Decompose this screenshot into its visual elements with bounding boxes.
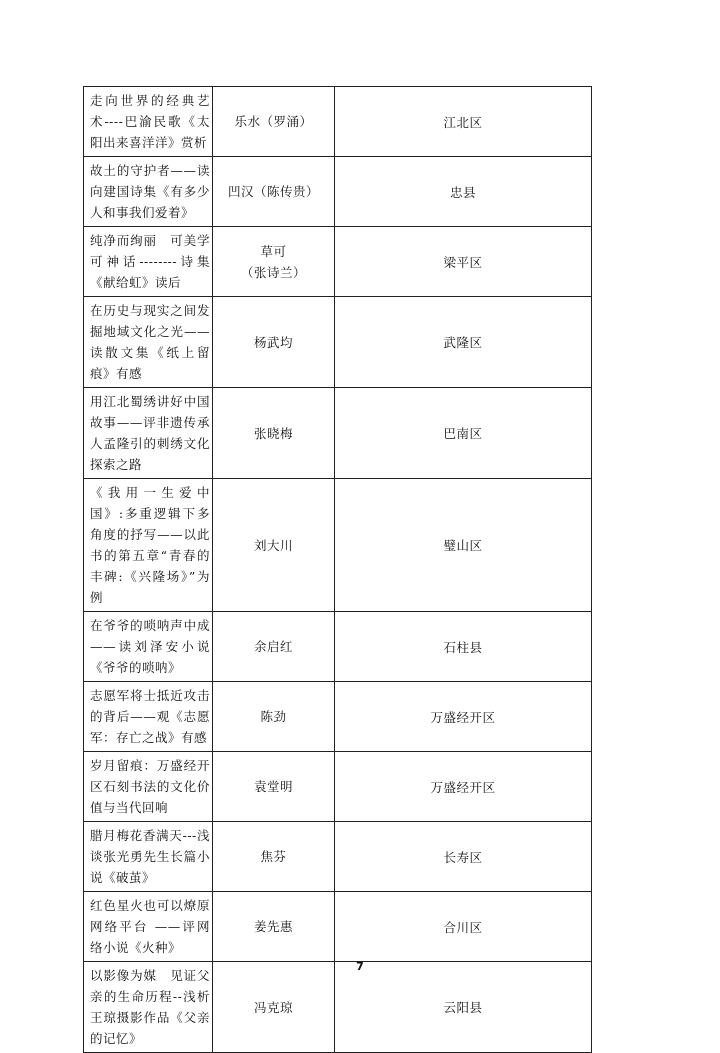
table-row [84,612,592,682]
work-title-cell [84,87,213,157]
work-title-cell [84,962,213,1053]
author-name: （张诗兰） [240,264,306,280]
author-name: 凹汉（陈传贵） [227,184,319,199]
author-cell [213,612,335,682]
district-name: 长寿区 [443,849,483,865]
district-cell [335,822,592,892]
author-name: 草可 [260,243,287,259]
work-title-cell [84,157,213,227]
author-name: 乐水（罗涌） [234,114,313,129]
author-cell [213,822,335,892]
author-cell [213,682,335,752]
table-row [84,822,592,892]
district-cell [335,962,592,1053]
table-row [84,892,592,962]
district-name: 合川区 [443,919,483,935]
work-title: 走向世界的经典艺术----巴渝民歌《太阳出来喜洋洋》赏析 [90,93,210,150]
author-name: 姜先惠 [253,919,293,934]
work-title: 志愿军将士抵近攻击的背后——观《志愿军：存亡之战》有感 [90,688,210,745]
work-title: 腊月梅花香满天---浅谈张光勇先生长篇小说《破茧》 [90,828,210,885]
work-title: 以影像为媒 见证父亲的生命历程--浅析王琼摄影作品《父亲的记忆》 [90,968,210,1046]
table-row [84,752,592,822]
work-title: 在历史与现实之间发掘地域文化之光——读散文集《纸上留痕》有感 [90,303,210,381]
author-cell [213,962,335,1053]
table-row [84,962,592,1053]
district-name: 璧山区 [443,538,483,553]
district-cell [335,157,592,227]
district-cell [335,87,592,157]
district-name: 巴南区 [443,426,483,441]
author-cell [213,388,335,479]
work-title-cell [84,682,213,752]
work-title-cell [84,479,213,612]
author-cell [213,87,335,157]
district-cell [335,892,592,962]
table-row [84,227,592,297]
district-cell [335,752,592,822]
district-name: 石柱县 [443,639,483,655]
work-title: 用江北蜀绣讲好中国故事——评非遗传承人孟隆引的刺绣文化探索之路 [90,394,210,472]
table-row [84,479,592,612]
district-cell [335,479,592,612]
work-title: 在爷爷的唢呐声中成——读刘泽安小说《爷爷的唢呐》 [90,618,210,675]
work-title-cell [84,752,213,822]
author-cell [213,157,335,227]
author-name: 冯克琼 [253,999,293,1015]
district-cell [335,612,592,682]
work-title-cell [84,892,213,962]
work-title: 岁月留痕：万盛经开区石刻书法的文化价值与当代回响 [90,758,210,815]
author-name: 焦芬 [260,849,287,864]
author-cell [213,752,335,822]
author-name: 陈劲 [260,709,287,724]
page-number: 7 [356,960,364,973]
work-title-cell [84,822,213,892]
author-cell [213,297,335,388]
author-cell [213,479,335,612]
author-cell [213,227,335,297]
work-title: 纯净而绚丽 可美学可神话--------诗集《献给虹》读后 [90,233,210,290]
table-row [84,682,592,752]
document-table [83,86,592,1053]
district-cell [335,682,592,752]
work-title: 《我用一生爱中国》:多重逻辑下多角度的抒写——以此书的第五章“青春的丰碑:《兴隆场》”为例 [90,485,210,605]
work-title: 故土的守护者——读向建国诗集《有多少人和事我们爱着》 [90,163,210,220]
district-name: 江北区 [443,114,483,130]
district-cell [335,388,592,479]
author-name: 杨武均 [253,334,293,350]
work-title: 红色星火也可以燎原网络平台 ——评网络小说《火种》 [90,898,210,955]
work-title-cell [84,388,213,479]
table-row [84,388,592,479]
district-name: 忠县 [449,184,476,200]
district-name: 万盛经开区 [430,779,496,795]
table-row [84,157,592,227]
work-title-cell [84,297,213,388]
author-cell [213,892,335,962]
district-cell [335,227,592,297]
district-name: 梁平区 [443,254,483,270]
author-name: 余启红 [253,639,293,654]
district-cell [335,297,592,388]
table-row [84,87,592,157]
table-row [84,297,592,388]
district-name: 云阳县 [443,1000,483,1015]
author-name: 袁堂明 [253,779,293,794]
work-title-cell [84,227,213,297]
district-name: 万盛经开区 [430,709,496,725]
author-name: 刘大川 [253,537,293,553]
district-name: 武隆区 [443,335,483,350]
author-name: 张晓梅 [253,425,293,441]
work-title-cell [84,612,213,682]
